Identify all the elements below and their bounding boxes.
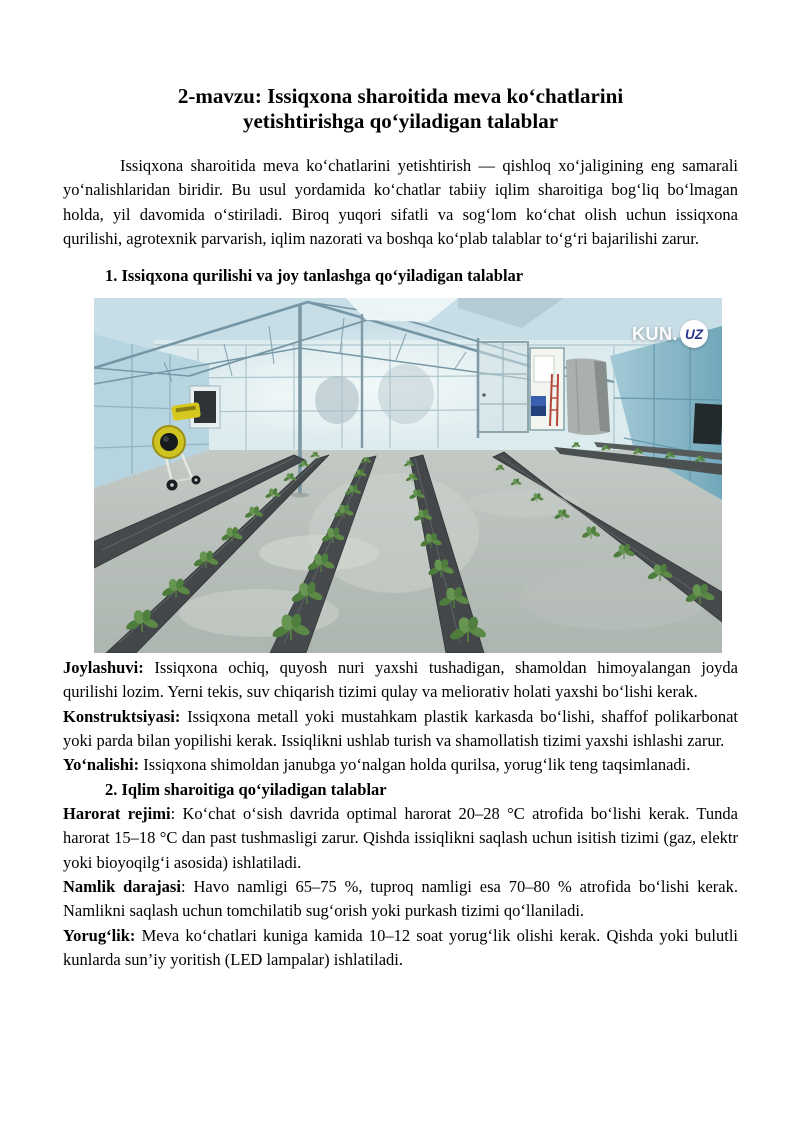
paragraph-namlik: [63, 875, 738, 924]
paragraph-konstruktsiyasi: [63, 705, 738, 754]
paragraph-harorat: [63, 802, 738, 875]
paragraph-yonalishi-text: Issiqxona shimoldan janubga yo‘nalgan holda qurilsa, yorug‘lik teng taqsimlanadi.: [139, 755, 691, 775]
paragraph-konstruktsiyasi-lead: Konstruktsiyasi:: [63, 706, 181, 726]
paragraph-joylashuvi-lead: Joylashuvi:: [63, 658, 144, 678]
kunuz-uz-badge: UZ: [680, 320, 708, 348]
section-heading-1: 1. Issiqxona qurilishi va joy tanlashga qo‘yiladigan talablar: [105, 265, 524, 285]
paragraph-harorat-lead: Harorat rejimi: [63, 804, 171, 824]
back-wall-door: [478, 338, 528, 438]
paragraph-yoruglik: [63, 924, 738, 973]
greenhouse-photo: [94, 298, 722, 653]
section-heading-2: 2. Iqlim sharoitiga qo‘yiladigan talablar: [105, 779, 387, 799]
kunuz-watermark-text: KUN.: [632, 323, 678, 344]
paragraph-yoruglik-lead: Yorug‘lik:: [63, 925, 136, 945]
paragraph-harorat-text: : Ko‘chat o‘sish davrida optimal harorat 20–28 °C atrofida bo‘lishi kerak. Tunda harorat 15–18 °C dan past tushmasligi zarur. Qishda issiqlikni saqlash uchun isitish tizimi (gaz, elektr yoki bioyoqilg‘i asosida) ishlatiladi.: [63, 804, 739, 872]
paragraph-konstruktsiyasi-text: Issiqxona metall yoki mustahkam plastik karkasda bo‘lishi, shaffof polikarbonat yoki parda bilan yopilishi kerak. Issiqlikni ushlab turish va shamollatish tizimi yaxshi ishlashi zarur.: [63, 706, 738, 751]
kunuz-watermark: [632, 320, 708, 348]
intro-paragraph: Issiqxona sharoitida meva ko‘chatlarini yetishtirish — qishloq xo‘jaligining eng samarali yo‘nalishlaridan biridir. Bu usul yordamida ko‘chatlar tabiiy iqlim sharoitiga bog‘liq bo‘lmagan holda, yil davomida o‘stiriladi. Biroq yuqori sifatli va sog‘lom ko‘chat olish uchun issiqxona qurilishi, agrotexnik parvarish, iqlim nazorati va boshqa ko‘plab talablar to‘g‘ri bajarilishi zarur.: [63, 156, 738, 249]
paragraph-joylashuvi: [63, 656, 738, 705]
page-title-line2: yetishtirishga qo‘yiladigan talablar: [242, 109, 559, 133]
paragraph-joylashuvi-text: Issiqxona ochiq, quyosh nuri yaxshi tushadigan, shamoldan himoyalangan joyda qurilishi lozim. Yerni tekis, suv chiqarish tizimi qulay va meliorativ holati yaxshi bo‘lishi kerak.: [63, 658, 738, 702]
paragraph-namlik-text: : Havo namligi 65–75 %, tuproq namligi esa 70–80 % atrofida bo‘lishi kerak. Namlikni saqlash uchun tomchilatib sug‘orish yoki purkash tizimi qo‘llaniladi.: [63, 877, 738, 921]
paragraph-yonalishi: [63, 753, 738, 777]
greenhouse-photo-graphic: [94, 298, 722, 653]
right-wall-vent: [693, 403, 722, 444]
page-title-line1: 2-mavzu: Issiqxona sharoitida meva ko‘chatlarini: [177, 84, 624, 108]
paragraph-namlik-lead: Namlik darajasi: [63, 877, 181, 897]
page-title: [63, 84, 738, 134]
paragraph-yoruglik-text: Meva ko‘chatlari kuniga kamida 10–12 soat yorug‘lik olishi kerak. Qishda yoki bulutli kunlarda sun’iy yoritish (LED lampalar) ishlatiladi.: [63, 925, 738, 970]
gray-tarp: [566, 358, 610, 435]
paragraph-yonalishi-lead: Yo‘nalishi:: [63, 755, 140, 775]
doorway-opening: [530, 348, 564, 430]
